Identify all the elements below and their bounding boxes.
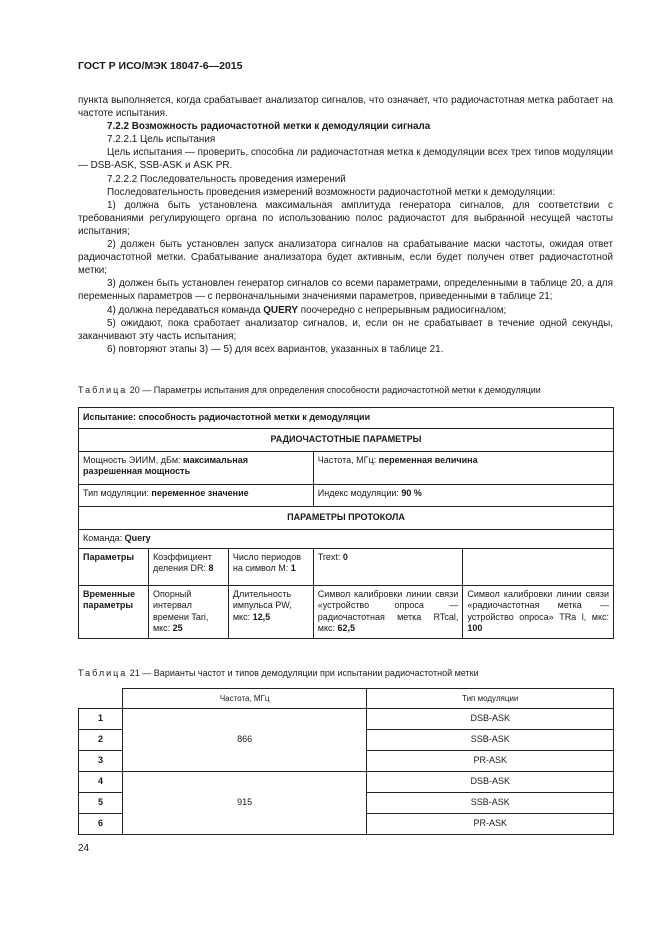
row-number: 2 — [79, 730, 123, 751]
row-number: 6 — [79, 814, 123, 835]
empty-corner-cell — [79, 689, 123, 709]
cell-label: Коэффициент деления DR: — [152, 551, 212, 573]
step-text: 4) должна передаваться команда — [107, 304, 264, 316]
step-item: 6) повторяют этапы 3) — 5) для всех вариантов, указанных в таблице 21. — [107, 343, 444, 355]
modulation-cell: SSB-ASK — [367, 730, 614, 751]
row-number: 1 — [79, 709, 123, 730]
page-number: 24 — [78, 843, 90, 854]
modulation-cell: DSB-ASK — [367, 772, 614, 793]
document-header: ГОСТ Р ИСО/МЭК 18047-6—2015 — [78, 60, 243, 72]
column-header-frequency: Частота, МГц — [122, 689, 367, 709]
table-cell — [313, 484, 613, 506]
table-cell — [313, 585, 463, 638]
cell-label: Частота, МГц: — [317, 454, 379, 465]
table-cell — [228, 585, 313, 638]
cell-label: Число периодов на символ M: — [232, 551, 302, 573]
frequency-cell: 915 — [122, 772, 367, 835]
row-number: 3 — [79, 751, 123, 772]
cell-label: Опорный интервал времени Tari, мкс: — [152, 588, 209, 633]
cell-value: переменная величина — [378, 454, 478, 465]
table-20-caption — [78, 385, 541, 395]
subsection-heading: 7.2.2.1 Цель испытания — [107, 134, 216, 146]
protocol-params-header: ПАРАМЕТРЫ ПРОТОКОЛА — [79, 506, 614, 529]
table-cell — [79, 484, 314, 506]
step-item — [78, 304, 613, 317]
row-number: 4 — [79, 772, 123, 793]
table-20 — [78, 407, 614, 639]
cell-value: 100 — [467, 623, 483, 633]
caption-word: Таблица — [78, 668, 128, 678]
time-params-label: Временные параметры — [79, 585, 149, 638]
cell-value: 0 — [342, 551, 348, 562]
cell-label: Индекс модуляции: — [317, 487, 402, 498]
cell-label: Длительность импульса PW, мкс: — [232, 588, 292, 622]
cell-value: 62,5 — [337, 623, 356, 633]
table-cell — [313, 548, 463, 585]
table-cell — [148, 548, 228, 585]
step-item: 5) ожидают, пока сработает анализатор сигналов, и, если он не срабатывает в течение одной секунды, заканчивают эту часть испытания; — [78, 317, 613, 342]
cell-label: Тип модуляции: — [83, 487, 152, 498]
step-item: 2) должен быть установлен запуск анализатора сигналов на срабатывание маски частоты, ожидая ответ радиочастотной метки. Срабатывание анализатора будет активным, если будет получен ответ радиочастотной метки; — [78, 239, 613, 277]
cell-value: 25 — [172, 623, 183, 633]
body-text — [78, 94, 613, 356]
cell-value: 12,5 — [252, 611, 271, 622]
frequency-cell: 866 — [122, 709, 367, 772]
modulation-cell: SSB-ASK — [367, 793, 614, 814]
table-row — [79, 772, 614, 793]
query-command: QUERY — [263, 304, 298, 316]
table-cell — [228, 548, 313, 585]
table-title: Испытание: способность радиочастотной метки к демодуляции — [79, 408, 614, 429]
cell-label: Символ калибровки линии связи «радиочастотная метка — устройство опроса» TRa l, мкс: — [467, 588, 609, 622]
paragraph: Цель испытания — проверить, способна ли радиочастотная метка к демодуляции всех трех типов модуляции — DSB-ASK, SSB-ASK и ASK PR. — [78, 147, 613, 172]
cell-value: Query — [124, 532, 151, 543]
table-21 — [78, 688, 614, 835]
cell-value: 90 % — [401, 487, 422, 498]
params-label: Параметры — [79, 548, 149, 585]
cell-value: переменное значение — [151, 487, 249, 498]
cell-value: 1 — [290, 563, 296, 573]
table-cell — [79, 451, 314, 484]
table-row — [79, 709, 614, 730]
table-21-caption — [78, 668, 479, 678]
cell-label: Trext: — [317, 551, 343, 562]
row-number: 5 — [79, 793, 123, 814]
step-item: 3) должен быть установлен генератор сигналов со всеми параметрами, определенными в таблице 20, а для переменных параметров — с первоначальными значениями параметров, приведенными в таблице 21; — [78, 278, 613, 303]
step-item: 1) должна быть установлена максимальная амплитуда генератора сигналов, для соответствии с требованиями регулирующего органа по использованию полос радиочастот для выбранной несущей частоты испытания; — [78, 199, 613, 237]
cell-label: Мощность ЭИИМ, дБм: — [83, 454, 184, 465]
empty-cell — [463, 548, 614, 585]
modulation-cell: DSB-ASK — [367, 709, 614, 730]
cell-label: Команда: — [83, 532, 125, 543]
modulation-cell: PR-ASK — [367, 751, 614, 772]
caption-word: Таблица — [78, 385, 128, 395]
cell-value: 8 — [208, 563, 214, 573]
cell-label: Символ калибровки линии связи «устройство опроса — радиочастотная метка RTcal, мкс: — [317, 588, 459, 633]
table-cell — [148, 585, 228, 638]
table-cell — [79, 529, 614, 548]
section-heading: 7.2.2 Возможность радиочастотной метки к демодуляции сигнала — [107, 121, 431, 133]
rf-params-header: РАДИОЧАСТОТНЫЕ ПАРАМЕТРЫ — [79, 428, 614, 451]
cell-value: максимальная разрешенная мощность — [83, 454, 249, 476]
table-cell — [313, 451, 613, 484]
caption-text: 21 — Варианты частот и типов демодуляции при испытании радиочастотной метки — [127, 668, 479, 678]
subsection-heading: 7.2.2.2 Последовательность проведения измерений — [107, 173, 346, 185]
table-cell — [463, 585, 614, 638]
step-text: поочередно с непрерывным радиосигналом; — [298, 304, 507, 316]
paragraph: Последовательность проведения измерений возможности радиочастотной метки к демодуляции: — [107, 186, 556, 198]
paragraph: пункта выполняется, когда срабатывает анализатор сигналов, что означает, что радиочастотная метка работает на частоте испытания. — [78, 95, 613, 120]
column-header-modulation: Тип модуляции — [367, 689, 614, 709]
caption-text: 20 — Параметры испытания для определения способности радиочастотной метки к демодуляции — [127, 385, 541, 395]
modulation-cell: PR-ASK — [367, 814, 614, 835]
